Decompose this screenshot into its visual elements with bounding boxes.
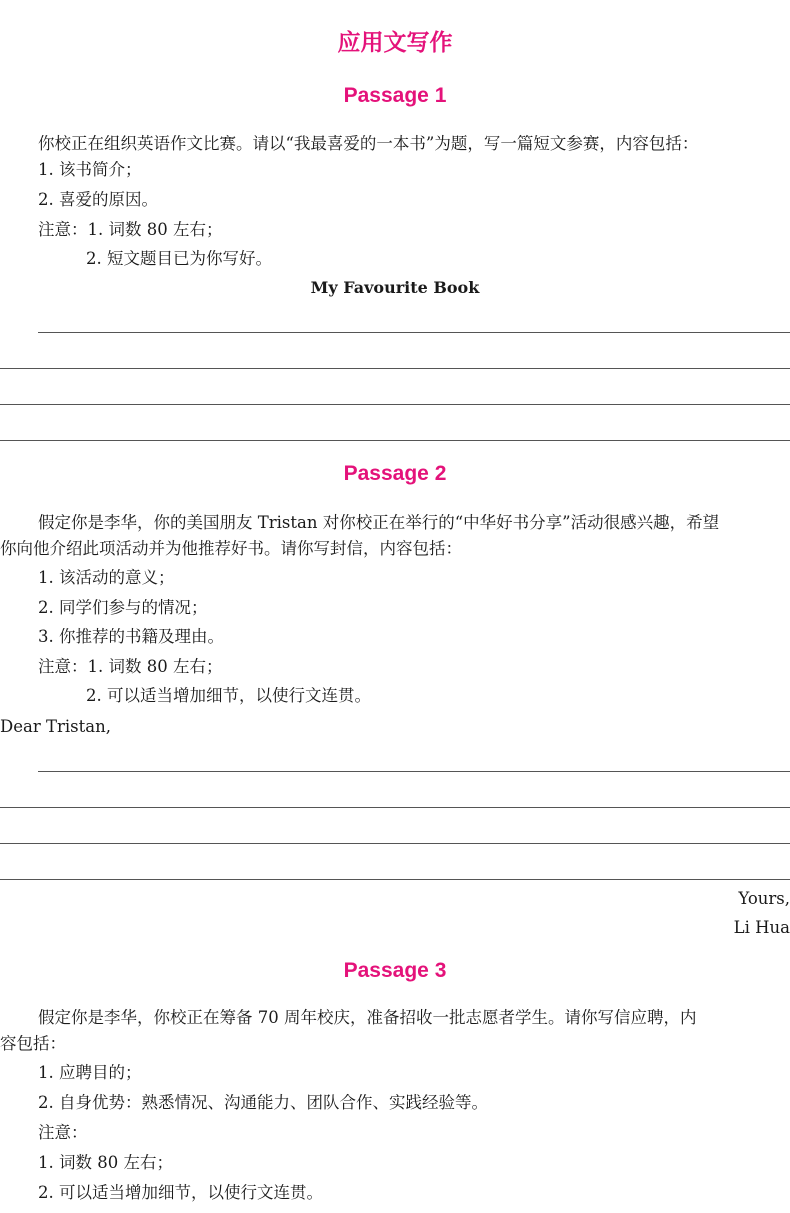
passage-1-item-1: 1. 该书简介； bbox=[38, 160, 142, 179]
passage-2-note-2: 2. 可以适当增加细节，以使行文连贯。 bbox=[86, 686, 371, 705]
writing-line bbox=[0, 807, 790, 808]
passage-1-item-2: 2. 喜爱的原因。 bbox=[38, 190, 158, 209]
passage-2-item-1: 1. 该活动的意义； bbox=[38, 568, 175, 587]
passage-2-item-3: 3. 你推荐的书籍及理由。 bbox=[38, 627, 224, 646]
passage-2-prompt-line-1: 假定你是李华，你的美国朋友 Tristan 对你校正在举行的“中华好书分享”活动很感兴趣，希望 bbox=[38, 513, 720, 532]
passage-3-prompt-line-2: 容包括： bbox=[0, 1034, 66, 1053]
letter-salutation: Dear Tristan, bbox=[0, 717, 111, 736]
passage-3-note-2: 2. 可以适当增加细节，以使行文连贯。 bbox=[38, 1183, 323, 1202]
writing-line bbox=[0, 843, 790, 844]
writing-line bbox=[38, 332, 790, 333]
passage-2-heading: Passage 2 bbox=[343, 462, 447, 485]
passage-3-note-1: 1. 词数 80 左右； bbox=[38, 1153, 173, 1172]
passage-1-prompt: 你校正在组织英语作文比赛。请以“我最喜爱的一本书”为题，写一篇短文参赛，内容包括： bbox=[38, 134, 699, 153]
letter-closing: Yours, bbox=[738, 889, 790, 908]
passage-2-note-1: 注意：1. 词数 80 左右； bbox=[38, 657, 223, 676]
passage-3-heading: Passage 3 bbox=[343, 959, 447, 982]
passage-3-prompt-line-1: 假定你是李华，你校正在筹备 70 周年校庆，准备招收一批志愿者学生。请你写信应聘，内 bbox=[38, 1008, 697, 1027]
essay-title: My Favourite Book bbox=[310, 278, 480, 297]
passage-3-item-1: 1. 应聘目的； bbox=[38, 1063, 142, 1082]
passage-2-item-2: 2. 同学们参与的情况； bbox=[38, 598, 208, 617]
page-title: 应用文写作 bbox=[337, 29, 453, 56]
writing-line bbox=[0, 368, 790, 369]
passage-3-item-2: 2. 自身优势：熟悉情况、沟通能力、团队合作、实践经验等。 bbox=[38, 1093, 488, 1112]
writing-line bbox=[0, 879, 790, 880]
writing-line bbox=[0, 404, 790, 405]
writing-line bbox=[38, 771, 790, 772]
passage-2-prompt-line-2: 你向他介绍此项活动并为他推荐好书。请你写封信，内容包括： bbox=[0, 539, 462, 558]
letter-signature: Li Hua bbox=[733, 918, 790, 937]
passage-1-heading: Passage 1 bbox=[343, 84, 447, 107]
passage-1-note-1: 注意：1. 词数 80 左右； bbox=[38, 220, 223, 239]
writing-line bbox=[0, 440, 790, 441]
passage-1-note-2: 2. 短文题目已为你写好。 bbox=[86, 249, 272, 268]
passage-3-note-label: 注意： bbox=[38, 1123, 88, 1142]
